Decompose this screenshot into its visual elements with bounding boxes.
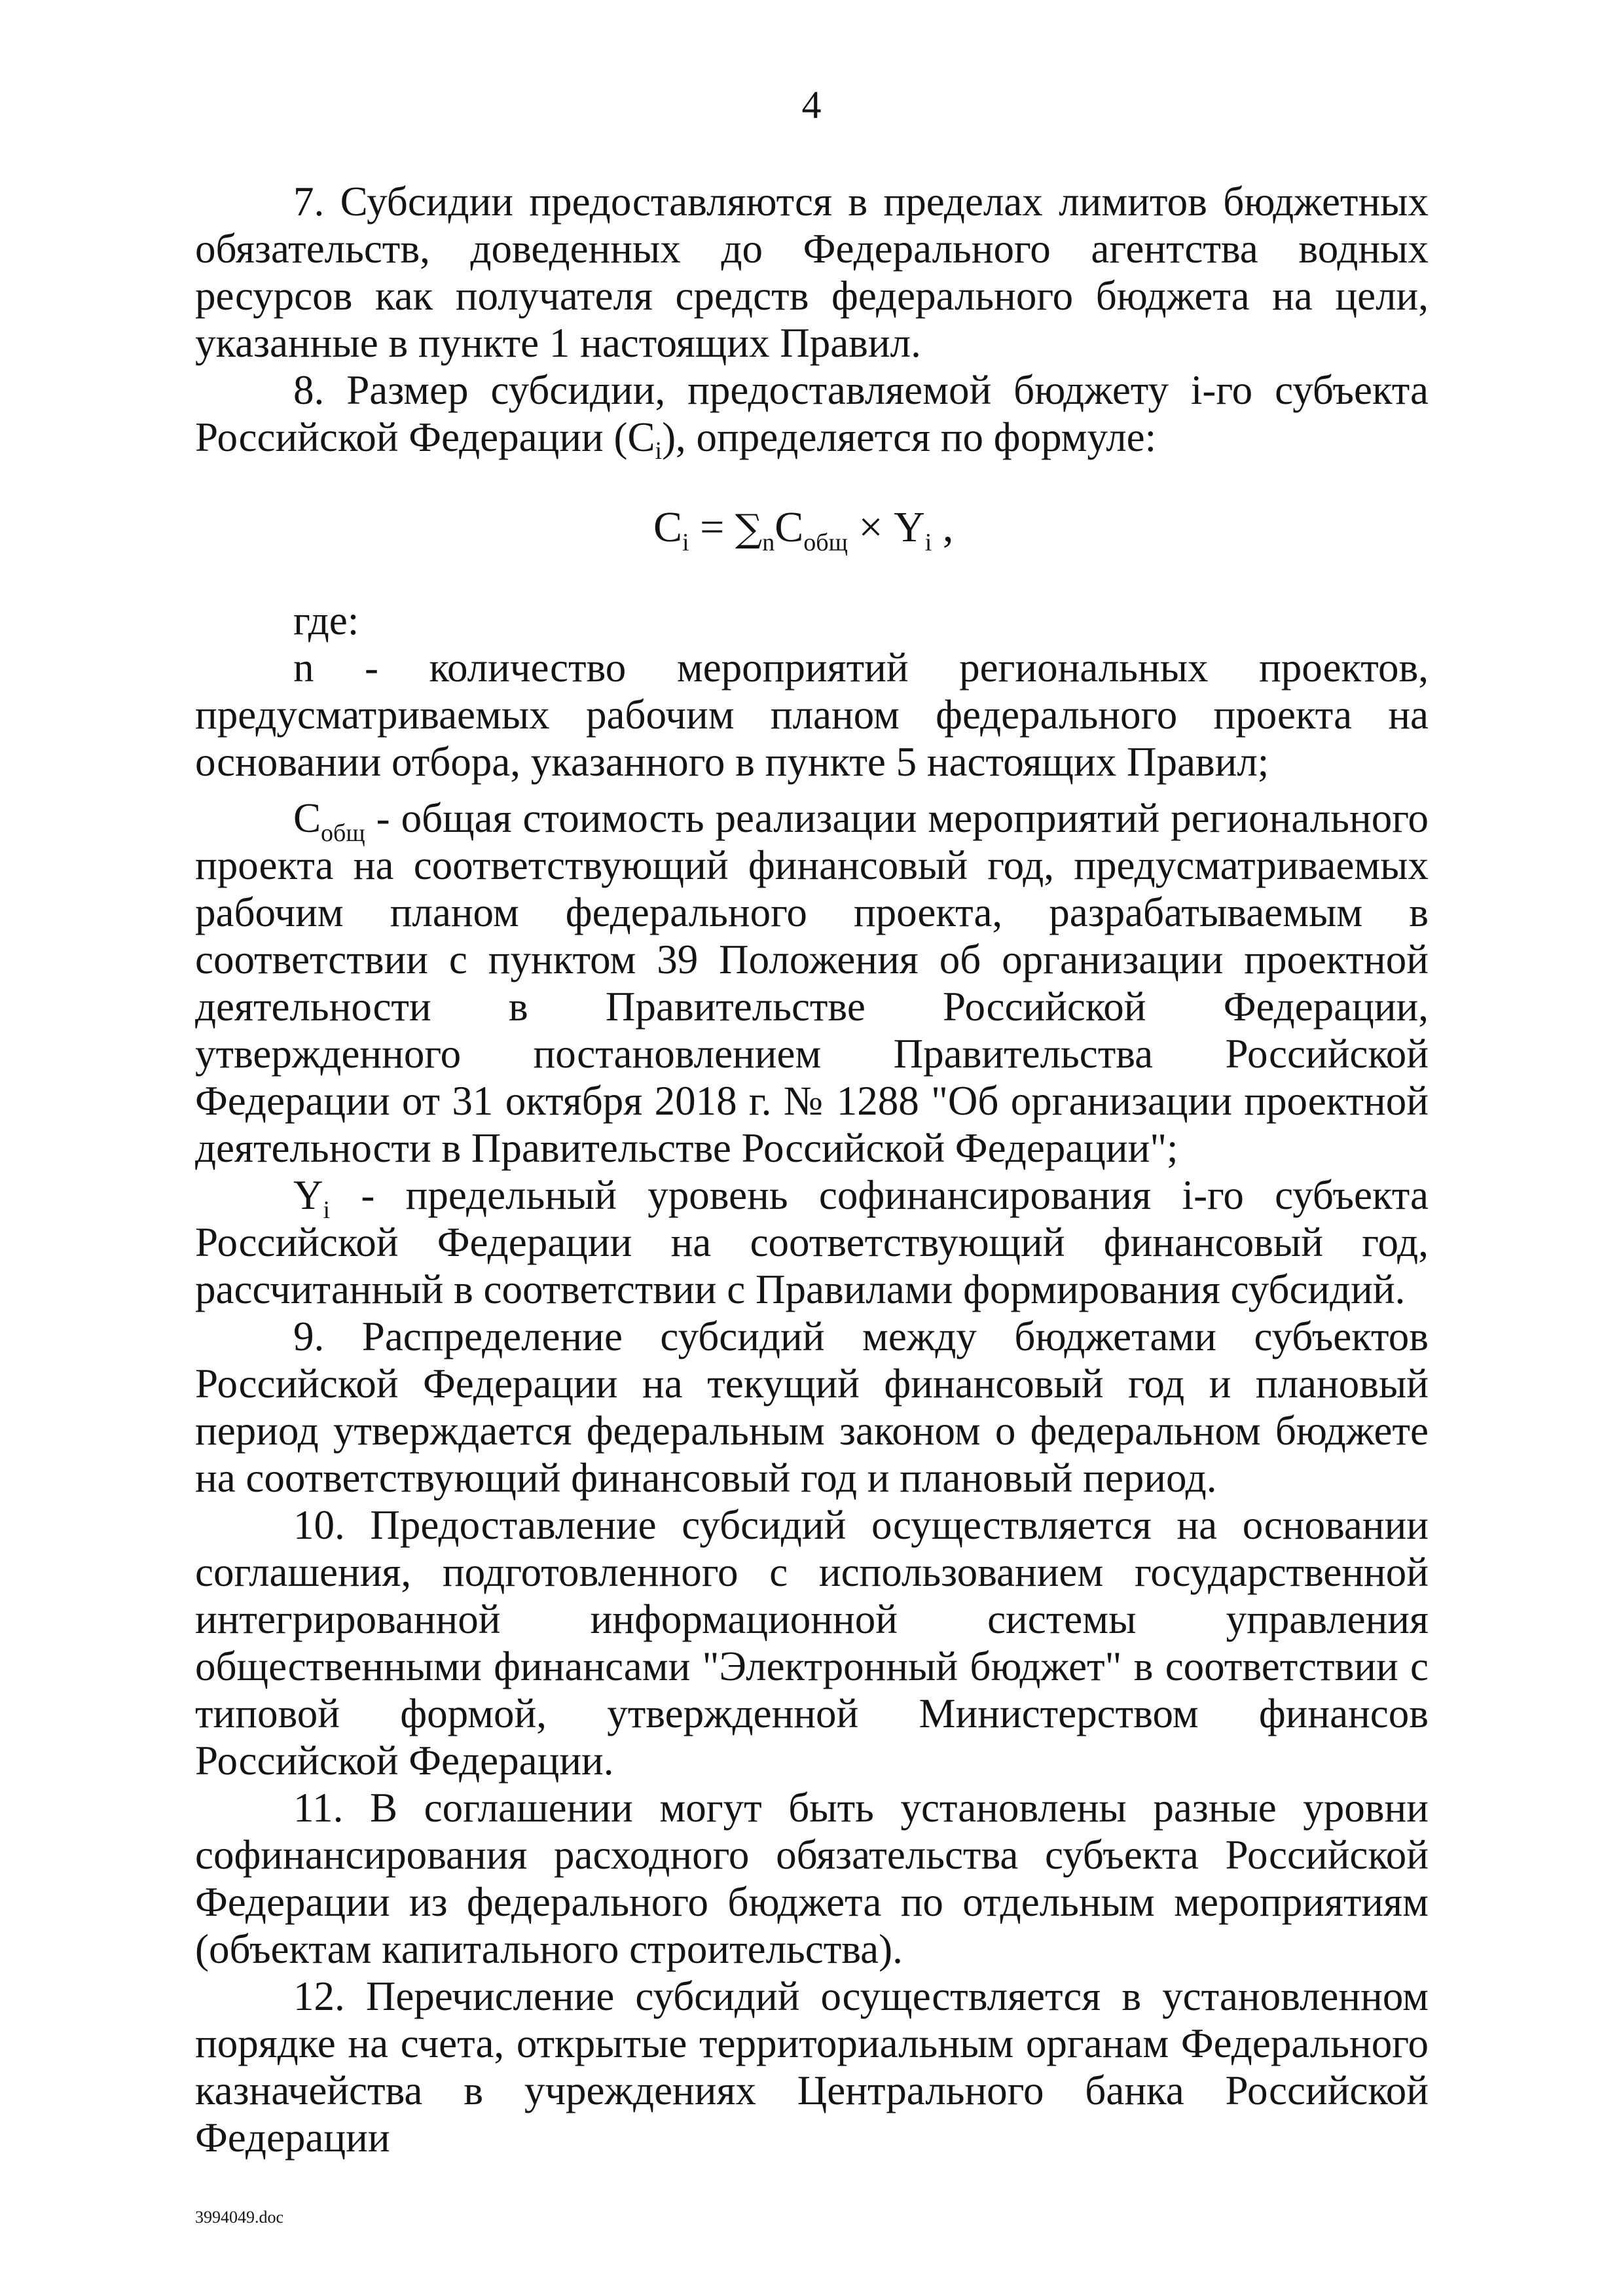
paragraph-12: 12. Перечисление субсидий осуществляется в установленном порядке на счета, открытые территориальным органам Федерального казначейства в учреждениях Центрального банка Российской Федерации <box>195 1973 1429 2161</box>
formula-y: Y <box>894 503 925 551</box>
formula-tail: , <box>932 503 954 551</box>
definition-y-text: - предельный уровень софинансирования i-го субъекта Российской Федерации на соответствующий финансовый год, рассчитанный в соответствии с Правилами формирования субсидий. <box>195 1172 1429 1312</box>
paragraph-10: 10. Предоставление субсидий осуществляется на основании соглашения, подготовленного с использованием государственной интегрированной информационной системы управления общественными финансами "Электронный бюджет" в соответствии с типовой формой, утвержденной Министерством финансов Российской Федерации. <box>195 1502 1429 1784</box>
definition-c-total <box>195 795 1429 1172</box>
definition-y-sub: i <box>323 1196 331 1224</box>
paragraph-8-text-end: ), определяется по формуле: <box>662 414 1157 460</box>
definition-y-letter: Y <box>293 1172 323 1218</box>
definition-c-term <box>293 795 365 847</box>
document-footer-ref: 3994049.doc <box>195 2208 284 2227</box>
formula-times: × <box>847 503 894 551</box>
definition-n-text: - количество мероприятий региональных проектов, предусматриваемых рабочим планом федерального проекта на основании отбора, указанного в пункте 5 настоящих Правил; <box>195 645 1429 785</box>
formula-c-sub: общ <box>803 529 848 556</box>
formula-lhs: C <box>653 503 683 551</box>
formula <box>195 486 1429 577</box>
paragraph-11: 11. В соглашении могут быть установлены разные уровни софинансирования расходного обязательства субъекта Российской Федерации из федерального бюджета по отдельным мероприятиям (объектам капитального строительства). <box>195 1785 1429 1972</box>
formula-sum-symbol: ∑ <box>735 506 763 550</box>
definition-c-sub: общ <box>321 819 365 847</box>
paragraph-8 <box>195 367 1429 465</box>
paragraph-8-subscript: i <box>655 437 663 465</box>
definition-y <box>195 1172 1429 1313</box>
formula-lhs-sub: i <box>682 529 689 556</box>
formula-equals: = <box>689 503 735 551</box>
page-number: 4 <box>801 83 822 126</box>
definition-n <box>195 644 1429 785</box>
formula-sum-sub: n <box>762 529 775 556</box>
document-body <box>195 178 1429 2161</box>
paragraph-7: 7. Субсидии предоставляются в пределах лимитов бюджетных обязательств, доведенных до Федерального агентства водных ресурсов как получателя средств федерального бюджета на цели, указанные в пункте 1 настоящих Правил. <box>195 179 1429 366</box>
definition-c-text: - общая стоимость реализации мероприятий регионального проекта на соответствующий финансовый год, предусматриваемых рабочим планом федерального проекта, разрабатываемым в соответствии с пунктом 39 Положения об организации проектной деятельности в Правительстве Российской Федерации, утвержденного постановлением Правительства Российской Федерации от 31 октября 2018 г. № 1288 "Об организации проектной деятельности в Правительстве Российской Федерации"; <box>195 795 1429 1171</box>
formula-y-sub: i <box>924 529 932 556</box>
formula-expression <box>653 503 954 556</box>
formula-c: C <box>775 503 804 551</box>
paragraph-8-text: 8. Размер субсидии, предоставляемой бюджету i-го субъекта Российской Федерации (C <box>195 367 1429 460</box>
paragraph-9: 9. Распределение субсидий между бюджетами субъектов Российской Федерации на текущий финансовый год и плановый период утверждается федеральным законом о федеральном бюджете на соответствующий финансовый год и плановый период. <box>195 1314 1429 1501</box>
definition-c-letter: C <box>293 795 321 841</box>
definition-n-term: n <box>293 645 314 691</box>
where-label: где: <box>293 598 359 643</box>
definition-y-term <box>293 1172 331 1224</box>
